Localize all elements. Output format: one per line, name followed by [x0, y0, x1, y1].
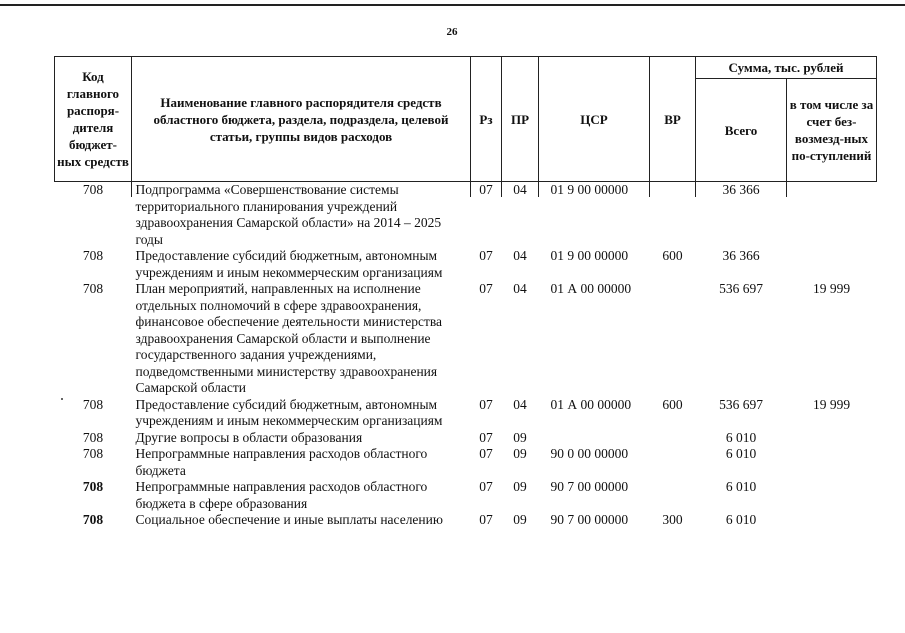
- table-row: [55, 397, 877, 430]
- header-name: Наименование главного распорядителя средств областного бюджета, раздела, подраздела, целевой статьи, группы видов расходов: [132, 57, 471, 182]
- table-row: [55, 479, 877, 512]
- table-row: [55, 512, 877, 529]
- cell-name: Предоставление субсидий бюджетным, автономным учреждениям и иным некоммерческим организациям: [135, 396, 443, 428]
- cell-vr: [650, 446, 696, 479]
- cell-total: 6 010: [725, 479, 757, 494]
- header-vr: ВР: [650, 57, 696, 182]
- cell-code: 708: [82, 479, 104, 494]
- header-total: Всего: [696, 79, 787, 182]
- header-csr: ЦСР: [539, 57, 650, 182]
- cell-incl: [787, 248, 877, 281]
- cell-vr: 600: [662, 248, 683, 263]
- header-sum: Сумма, тыс. рублей: [696, 57, 877, 79]
- table-row: [55, 182, 877, 249]
- cell-incl: 19 999: [812, 396, 851, 412]
- cell-incl: [787, 430, 877, 447]
- table-row: [55, 281, 877, 397]
- column-rule: [649, 181, 650, 197]
- column-rule: [131, 181, 132, 197]
- cell-csr: 01 9 00 00000: [550, 248, 629, 263]
- cell-vr: [650, 182, 696, 249]
- cell-code: 708: [82, 446, 104, 461]
- cell-csr: [539, 430, 650, 447]
- cell-vr: 300: [662, 512, 683, 527]
- cell-total: 6 010: [725, 446, 757, 461]
- cell-name: Социальное обеспечение и иные выплаты населению: [135, 512, 443, 527]
- budget-table: [54, 56, 877, 529]
- table-body: [55, 182, 877, 529]
- cell-code: 708: [82, 429, 104, 445]
- cell-code: 708: [82, 182, 104, 197]
- cell-total: 36 366: [722, 182, 760, 197]
- header-rz: Рз: [471, 57, 502, 182]
- page-number: 26: [446, 26, 458, 38]
- cell-total: 536 697: [719, 281, 763, 296]
- cell-vr: 600: [662, 396, 683, 412]
- cell-rz: 07: [479, 248, 493, 263]
- cell-code: 708: [82, 512, 104, 527]
- cell-pr: 09: [513, 446, 527, 461]
- cell-rz: 07: [479, 429, 493, 445]
- cell-code: 708: [82, 396, 104, 412]
- cell-csr: 90 7 00 00000: [550, 512, 629, 527]
- column-rule: [501, 181, 502, 197]
- cell-csr: 01 9 00 00000: [550, 182, 629, 197]
- cell-pr: 04: [513, 281, 527, 296]
- cell-incl: [787, 479, 877, 512]
- cell-csr: 01 А 00 00000: [550, 281, 632, 296]
- column-rule: [786, 181, 787, 197]
- cell-vr: [650, 281, 696, 397]
- table-row: [55, 446, 877, 479]
- cell-csr: 01 А 00 00000: [550, 396, 632, 412]
- header-incl: в том числе за счет без-возмезд-ных по-ступлений: [787, 79, 877, 182]
- cell-name: Непрограммные направления расходов областного бюджета в сфере образования: [135, 479, 428, 511]
- cell-name: Другие вопросы в области образования: [135, 429, 363, 445]
- cell-name: План мероприятий, направленных на исполнение отдельных полномочий в сфере здравоохранения, финансовое обеспечение деятельности министерства здравоохранения Самарской области и выполнение государственного задания учреждениями, подведомственными министерству здравоохранения Самарской области: [135, 281, 443, 395]
- cell-rz: 07: [479, 281, 493, 296]
- cell-vr: [650, 479, 696, 512]
- cell-incl: [787, 446, 877, 479]
- cell-name: Непрограммные направления расходов областного бюджета: [135, 446, 428, 478]
- cell-name: Предоставление субсидий бюджетным, автономным учреждениям и иным некоммерческим организациям: [135, 248, 443, 280]
- cell-rz: 07: [479, 479, 493, 494]
- cell-rz: 07: [479, 446, 493, 461]
- cell-csr: 90 0 00 00000: [550, 446, 629, 461]
- cell-incl: 19 999: [812, 281, 851, 296]
- cell-rz: 07: [479, 396, 493, 412]
- cell-total: 536 697: [719, 396, 763, 412]
- cell-total: 6 010: [725, 429, 757, 445]
- cell-pr: 04: [513, 248, 527, 263]
- cell-total: 36 366: [722, 248, 760, 263]
- cell-rz: 07: [479, 182, 493, 197]
- table-row: [55, 248, 877, 281]
- cell-pr: 09: [513, 479, 527, 494]
- table-row: [55, 430, 877, 447]
- cell-code: 708: [82, 281, 104, 296]
- cell-pr: 09: [513, 429, 527, 445]
- cell-incl: [787, 512, 877, 529]
- cell-pr: 09: [513, 512, 527, 527]
- cell-pr: 04: [513, 396, 527, 412]
- column-rule: [538, 181, 539, 197]
- column-rule: [695, 181, 696, 197]
- column-rule: [470, 181, 471, 197]
- top-rule: [0, 4, 905, 6]
- header-code: Код главного распоря-дителя бюджет-ных средств: [55, 57, 132, 182]
- cell-name: Подпрограмма «Совершенствование системы территориального планирования учреждений здравоохранения Самарской области» на 2014 – 2025 годы: [135, 182, 442, 247]
- cell-pr: 04: [513, 182, 527, 197]
- cell-rz: 07: [479, 512, 493, 527]
- cell-total: 6 010: [725, 512, 757, 527]
- cell-vr: [650, 430, 696, 447]
- cell-code: 708: [82, 248, 104, 263]
- cell-incl: [787, 182, 877, 249]
- header-pr: ПР: [502, 57, 539, 182]
- cell-csr: 90 7 00 00000: [550, 479, 629, 494]
